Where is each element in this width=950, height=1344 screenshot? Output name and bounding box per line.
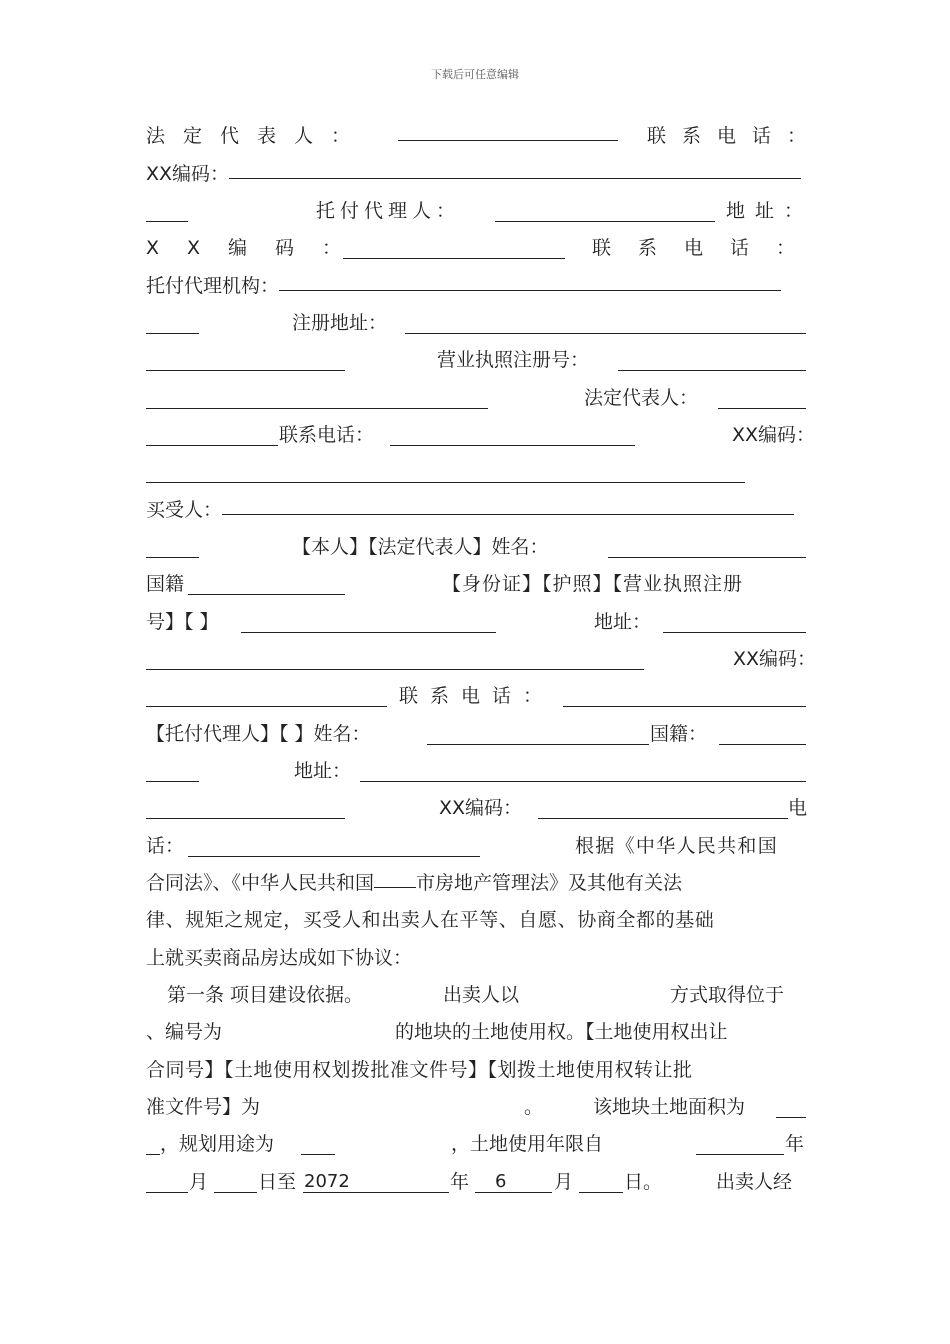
- article-1-text: 准文件号】为: [146, 1096, 261, 1118]
- end-month-underline: [475, 1173, 552, 1193]
- agent-phone-line: [146, 831, 806, 861]
- buyer-line: [146, 495, 806, 525]
- phone-blank: [563, 687, 806, 707]
- usage-label: ，规划用途为: [160, 1133, 275, 1155]
- phone-label-start: 电: [788, 797, 808, 819]
- article-1-text: 出卖人经: [716, 1171, 793, 1193]
- basis-text-cont: 市房地产管理法》及其他有关法: [416, 872, 683, 894]
- article-1-line-1: [146, 980, 806, 1010]
- address-label: 地址：: [726, 200, 814, 222]
- xx-code-blank: [146, 463, 745, 483]
- agency-label: 托付代理机构：: [146, 275, 280, 297]
- xx-code-label: XX编码：: [733, 648, 817, 670]
- id-number-line: [146, 607, 806, 637]
- agent-name-blank: [427, 725, 649, 745]
- article-1-text: 的地块的土地使用权。【土地使用权出让: [395, 1021, 728, 1043]
- phone-blank: [188, 837, 480, 857]
- xx-code-label: XX编码：: [146, 237, 370, 259]
- end-year-value: 2072: [304, 1171, 350, 1192]
- buyer-blank: [222, 495, 794, 515]
- basis-line-3: 律、规矩之规定，买受人和出卖人在平等、自愿、协商全都的基础: [146, 909, 715, 931]
- legal-rep-label: 法定代表人：: [584, 387, 699, 409]
- basis-line-2: [146, 868, 806, 898]
- blank: [146, 762, 199, 782]
- legal-rep-line-2: [146, 383, 806, 413]
- blank: [146, 202, 188, 222]
- phone-label-end: 话：: [146, 835, 185, 857]
- article-1-line-6: [146, 1167, 806, 1197]
- article-1-text: 。: [524, 1096, 544, 1118]
- nationality-blank: [719, 725, 806, 745]
- address-label: 地址：: [594, 611, 652, 633]
- id-types-label: 【身份证】【护照】【营业执照注册: [442, 573, 744, 595]
- xx-code-blank: [343, 239, 565, 259]
- start-month-blank: [146, 1173, 188, 1193]
- xx-code-blank: [538, 799, 788, 819]
- article-1-text: 方式取得位于: [670, 984, 785, 1006]
- license-blank: [618, 351, 806, 371]
- blank: [146, 314, 199, 334]
- legal-rep-label: 法定代表人：: [146, 125, 369, 147]
- reg-address-label: 注册地址：: [292, 312, 388, 334]
- license-line: [146, 345, 806, 375]
- day-to-label: 日至: [258, 1171, 297, 1193]
- article-1-title: 第一条 项目建设依据。: [167, 984, 364, 1006]
- month-label: 月: [189, 1171, 209, 1193]
- article-1-line-2: [146, 1017, 806, 1047]
- nationality-label: 国籍: [146, 573, 185, 595]
- day-label: 日。: [624, 1171, 663, 1193]
- agent-name-label: 【托付代理人】【 】姓名：: [146, 723, 371, 745]
- end-day-blank: [579, 1173, 623, 1193]
- nationality-blank: [188, 575, 345, 595]
- xx-code-label: XX编码：: [732, 424, 816, 446]
- article-1-text: 、编号为: [146, 1021, 223, 1043]
- start-year-blank: [696, 1135, 784, 1155]
- xx-code-line-3: [146, 644, 817, 674]
- blank: [146, 426, 278, 446]
- phone-label: 联系电话：: [279, 424, 375, 446]
- usage-blank: [301, 1135, 335, 1155]
- agent-xx-line: [146, 793, 806, 823]
- legal-rep-blank: [718, 389, 806, 409]
- id-types-label-cont: 号】【 】: [146, 611, 219, 633]
- term-label: ，土地使用年限自: [451, 1133, 604, 1155]
- agency-blank: [279, 271, 781, 291]
- article-1-text: 出卖人以: [443, 984, 520, 1006]
- agent-label: 托付代理人：: [316, 200, 461, 222]
- address-blank-cont: [146, 650, 644, 670]
- buyer-name-label: 【本人】【法定代表人】姓名：: [292, 536, 549, 558]
- blank: [146, 389, 488, 409]
- land-area-blank-cont: [146, 1135, 160, 1155]
- blank-line: [146, 457, 806, 487]
- phone-label: 联系电话：: [646, 125, 822, 147]
- id-number-blank: [241, 613, 496, 633]
- reg-address-blank: [405, 314, 806, 334]
- reg-address-line: [146, 308, 806, 338]
- start-day-blank: [214, 1173, 257, 1193]
- xx-code-blank: [146, 687, 387, 707]
- phone-label: 联系电话：: [592, 237, 823, 259]
- basis-text: 合同法》、《中华人民共和国: [146, 872, 375, 894]
- agent-blank: [495, 202, 715, 222]
- article-1-line-5: [146, 1129, 806, 1159]
- end-month-value: 6: [495, 1171, 507, 1192]
- article-1-line-4: [146, 1092, 806, 1122]
- basis-text: 根据《中华人民共和国: [575, 835, 779, 857]
- land-area-blank: [776, 1098, 806, 1118]
- address-blank: [360, 762, 806, 782]
- xx-code-line-2: [146, 233, 823, 263]
- blank: [146, 799, 345, 819]
- license-label: 营业执照注册号：: [437, 349, 590, 371]
- phone-line-2: [146, 681, 806, 711]
- city-blank: [374, 868, 416, 888]
- agency-line: [146, 271, 806, 301]
- xx-code-label: XX编码：: [439, 797, 523, 819]
- blank: [146, 538, 199, 558]
- agent-address-line: [146, 756, 806, 786]
- buyer-name-blank: [608, 538, 806, 558]
- article-1-line-3: 合同号】【土地使用权划拨批准文件号】【划拨土地使用权转让批: [146, 1059, 693, 1081]
- basis-line-4: 上就买卖商品房达成如下协议：: [146, 947, 413, 969]
- xx-code-label: XX编码：: [146, 163, 230, 185]
- phone-blank: [390, 426, 635, 446]
- month-label: 月: [554, 1171, 574, 1193]
- agent-name-line: [146, 719, 806, 749]
- phone-line: [146, 420, 816, 450]
- legal-rep-line: [146, 121, 822, 151]
- buyer-label: 买受人：: [146, 499, 223, 521]
- page-header: 下载后可任意编辑: [431, 68, 519, 81]
- agent-line: [146, 196, 814, 226]
- nationality-line: [146, 569, 806, 599]
- address-blank: [663, 613, 806, 633]
- address-label: 地址：: [294, 760, 352, 782]
- nationality-label: 国籍：: [650, 723, 708, 745]
- xx-code-blank: [229, 159, 801, 179]
- legal-rep-blank: [398, 121, 618, 141]
- land-area-label: 该地块土地面积为: [593, 1096, 746, 1118]
- year-label: 年: [785, 1133, 805, 1155]
- blank: [146, 351, 345, 371]
- year-label: 年: [450, 1171, 470, 1193]
- buyer-name-line: [146, 532, 806, 562]
- xx-code-line: [146, 159, 806, 189]
- phone-label: 联系电话：: [399, 685, 555, 707]
